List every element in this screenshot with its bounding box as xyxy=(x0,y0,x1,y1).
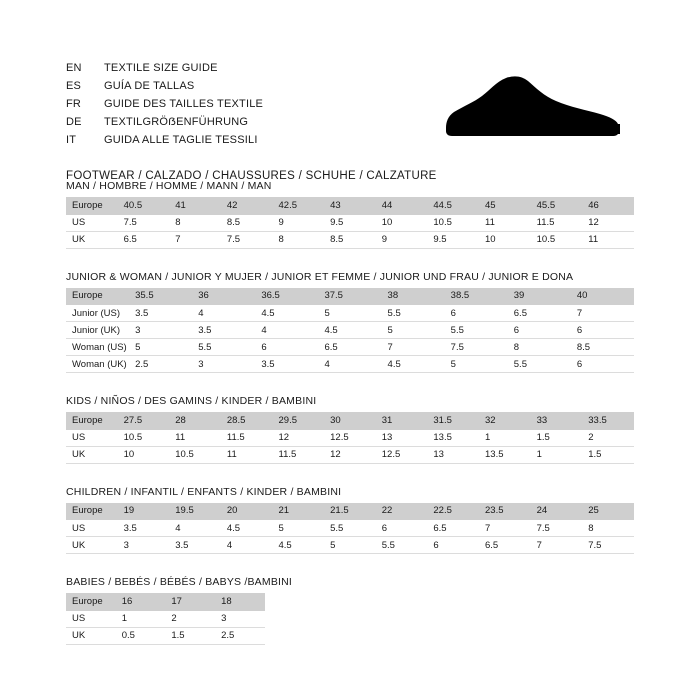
table-row xyxy=(66,305,634,322)
cell: 6.5 xyxy=(508,305,571,322)
row-label: Junior (US) xyxy=(66,305,129,322)
language-title: GUÍA DE TALLAS xyxy=(104,80,195,92)
cell: 36.5 xyxy=(255,288,318,305)
category-title: FOOTWEAR / CALZADO / CHAUSSURES / SCHUHE / CALZATURE xyxy=(66,170,437,182)
cell: 44.5 xyxy=(427,197,479,214)
cell: 8 xyxy=(508,339,571,356)
table-row xyxy=(66,627,265,644)
cell: 13.5 xyxy=(427,429,479,446)
row-label: US xyxy=(66,610,116,627)
cell: 4 xyxy=(169,520,221,537)
cell: 6.5 xyxy=(479,537,531,554)
cell: 21.5 xyxy=(324,503,376,520)
language-title: TEXTILE SIZE GUIDE xyxy=(104,62,218,74)
cell: 28 xyxy=(169,412,221,429)
cell: 8 xyxy=(273,231,325,248)
cell: 3.5 xyxy=(255,356,318,373)
cell: 7.5 xyxy=(582,537,634,554)
cell: 40.5 xyxy=(118,197,170,214)
cell: 0.5 xyxy=(116,627,166,644)
cell: 27.5 xyxy=(118,412,170,429)
language-title: TEXTILGRÖẞENFÜHRUNG xyxy=(104,116,249,128)
cell: 3 xyxy=(118,537,170,554)
size-block-junior-woman xyxy=(66,271,634,374)
table-row xyxy=(66,214,634,231)
cell: 1.5 xyxy=(531,429,583,446)
cell: 45 xyxy=(479,197,531,214)
cell: 2 xyxy=(165,610,215,627)
block-heading: KIDS / NIÑOS / DES GAMINS / KINDER / BAMBINI xyxy=(66,395,317,407)
cell: 5 xyxy=(273,520,325,537)
language-code: EN xyxy=(66,62,82,74)
cell: 4 xyxy=(255,322,318,339)
cell: 31.5 xyxy=(427,412,479,429)
cell: 10.5 xyxy=(427,214,479,231)
cell: 6 xyxy=(571,356,634,373)
cell: 40 xyxy=(571,288,634,305)
table-row xyxy=(66,446,634,463)
row-label: UK xyxy=(66,231,118,248)
cell: 5.5 xyxy=(508,356,571,373)
cell: 21 xyxy=(273,503,325,520)
cell: 6 xyxy=(571,322,634,339)
row-label: Europe xyxy=(66,412,118,429)
size-block-man xyxy=(66,180,634,249)
cell: 32 xyxy=(479,412,531,429)
cell: 4.5 xyxy=(255,305,318,322)
cell: 7 xyxy=(571,305,634,322)
cell: 8.5 xyxy=(221,214,273,231)
cell: 5 xyxy=(382,322,445,339)
size-table xyxy=(66,288,634,374)
cell: 5.5 xyxy=(382,305,445,322)
row-label: US xyxy=(66,520,118,537)
row-label: UK xyxy=(66,446,118,463)
table-row xyxy=(66,520,634,537)
cell: 1.5 xyxy=(582,446,634,463)
cell: 37.5 xyxy=(318,288,381,305)
language-code: FR xyxy=(66,98,82,110)
cell: 6.5 xyxy=(427,520,479,537)
table-row xyxy=(66,593,265,610)
cell: 1.5 xyxy=(165,627,215,644)
cell: 30 xyxy=(324,412,376,429)
size-table xyxy=(66,503,634,555)
document-header xyxy=(66,62,634,182)
cell: 10.5 xyxy=(531,231,583,248)
row-label: UK xyxy=(66,537,118,554)
table-row xyxy=(66,429,634,446)
cell: 17 xyxy=(165,593,215,610)
row-label: UK xyxy=(66,627,116,644)
cell: 4.5 xyxy=(318,322,381,339)
row-label: Woman (US) xyxy=(66,339,129,356)
cell: 10 xyxy=(118,446,170,463)
cell: 9.5 xyxy=(324,214,376,231)
cell: 36 xyxy=(192,288,255,305)
cell: 46 xyxy=(582,197,634,214)
cell: 3 xyxy=(215,610,265,627)
cell: 45.5 xyxy=(531,197,583,214)
language-code: DE xyxy=(66,116,82,128)
cell: 7 xyxy=(382,339,445,356)
cell: 7 xyxy=(479,520,531,537)
cell: 11.5 xyxy=(273,446,325,463)
cell: 11.5 xyxy=(531,214,583,231)
cell: 5 xyxy=(324,537,376,554)
table-row xyxy=(66,288,634,305)
size-table xyxy=(66,412,634,464)
cell: 5.5 xyxy=(324,520,376,537)
table-row xyxy=(66,356,634,373)
block-heading: MAN / HOMBRE / HOMME / MANN / MAN xyxy=(66,180,272,192)
cell: 9.5 xyxy=(427,231,479,248)
cell: 10 xyxy=(479,231,531,248)
cell: 13 xyxy=(376,429,428,446)
cell: 33.5 xyxy=(582,412,634,429)
cell: 5.5 xyxy=(192,339,255,356)
language-code: ES xyxy=(66,80,82,92)
cell: 12 xyxy=(582,214,634,231)
table-row xyxy=(66,412,634,429)
cell: 1 xyxy=(479,429,531,446)
size-block-children xyxy=(66,486,634,555)
cell: 7 xyxy=(531,537,583,554)
cell: 3.5 xyxy=(192,322,255,339)
size-table xyxy=(66,593,265,645)
cell: 12 xyxy=(273,429,325,446)
cell: 1 xyxy=(116,610,166,627)
cell: 11.5 xyxy=(221,429,273,446)
block-heading: BABIES / BEBÉS / BÉBÉS / BABYS /BAMBINI xyxy=(66,576,293,588)
table-row xyxy=(66,503,634,520)
row-label: US xyxy=(66,214,118,231)
row-label: Junior (UK) xyxy=(66,322,129,339)
row-label: Europe xyxy=(66,288,129,305)
cell: 4 xyxy=(221,537,273,554)
cell: 11 xyxy=(479,214,531,231)
cell: 3 xyxy=(192,356,255,373)
cell: 28.5 xyxy=(221,412,273,429)
cell: 8.5 xyxy=(324,231,376,248)
cell: 1 xyxy=(531,446,583,463)
cell: 6 xyxy=(427,537,479,554)
cell: 41 xyxy=(169,197,221,214)
cell: 10 xyxy=(376,214,428,231)
cell: 7 xyxy=(169,231,221,248)
cell: 24 xyxy=(531,503,583,520)
row-label: Europe xyxy=(66,197,118,214)
row-label: Europe xyxy=(66,593,116,610)
cell: 2.5 xyxy=(215,627,265,644)
cell: 42.5 xyxy=(273,197,325,214)
language-title: GUIDA ALLE TAGLIE TESSILI xyxy=(104,134,258,146)
cell: 4.5 xyxy=(221,520,273,537)
cell: 5.5 xyxy=(445,322,508,339)
row-label: Europe xyxy=(66,503,118,520)
cell: 11 xyxy=(169,429,221,446)
size-table xyxy=(66,197,634,249)
cell: 6 xyxy=(376,520,428,537)
cell: 3.5 xyxy=(169,537,221,554)
cell: 8 xyxy=(582,520,634,537)
dress-shoe-icon xyxy=(444,70,624,142)
cell: 11 xyxy=(582,231,634,248)
cell: 12 xyxy=(324,446,376,463)
cell: 9 xyxy=(376,231,428,248)
cell: 4.5 xyxy=(382,356,445,373)
cell: 8.5 xyxy=(571,339,634,356)
cell: 20 xyxy=(221,503,273,520)
cell: 5 xyxy=(445,356,508,373)
cell: 12.5 xyxy=(376,446,428,463)
table-row xyxy=(66,537,634,554)
block-heading: CHILDREN / INFANTIL / ENFANTS / KINDER / BAMBINI xyxy=(66,485,342,498)
cell: 7.5 xyxy=(118,214,170,231)
cell: 19 xyxy=(118,503,170,520)
cell: 38 xyxy=(382,288,445,305)
cell: 18 xyxy=(215,593,265,610)
cell: 7.5 xyxy=(531,520,583,537)
cell: 13.5 xyxy=(479,446,531,463)
cell: 22.5 xyxy=(427,503,479,520)
cell: 7.5 xyxy=(221,231,273,248)
cell: 22 xyxy=(376,503,428,520)
cell: 6.5 xyxy=(118,231,170,248)
cell: 6 xyxy=(255,339,318,356)
cell: 3.5 xyxy=(129,305,192,322)
size-block-babies xyxy=(66,576,634,645)
table-row xyxy=(66,322,634,339)
cell: 3 xyxy=(129,322,192,339)
cell: 5 xyxy=(129,339,192,356)
cell: 5.5 xyxy=(376,537,428,554)
cell: 7.5 xyxy=(445,339,508,356)
cell: 43 xyxy=(324,197,376,214)
language-title: GUIDE DES TAILLES TEXTILE xyxy=(104,98,264,110)
table-row xyxy=(66,197,634,214)
cell: 35.5 xyxy=(129,288,192,305)
cell: 16 xyxy=(116,593,166,610)
table-row xyxy=(66,231,634,248)
cell: 2 xyxy=(582,429,634,446)
row-label: US xyxy=(66,429,118,446)
cell: 23.5 xyxy=(479,503,531,520)
cell: 4 xyxy=(192,305,255,322)
cell: 10.5 xyxy=(169,446,221,463)
cell: 11 xyxy=(221,446,273,463)
cell: 3.5 xyxy=(118,520,170,537)
table-row xyxy=(66,339,634,356)
size-block-kids xyxy=(66,395,634,464)
cell: 5 xyxy=(318,305,381,322)
block-heading: JUNIOR & WOMAN / JUNIOR Y MUJER / JUNIOR ET FEMME / JUNIOR UND FRAU / JUNIOR E DONA xyxy=(66,270,574,283)
language-code: IT xyxy=(66,134,77,146)
cell: 13 xyxy=(427,446,479,463)
cell: 9 xyxy=(273,214,325,231)
cell: 31 xyxy=(376,412,428,429)
cell: 44 xyxy=(376,197,428,214)
cell: 33 xyxy=(531,412,583,429)
cell: 6 xyxy=(445,305,508,322)
cell: 25 xyxy=(582,503,634,520)
cell: 8 xyxy=(169,214,221,231)
cell: 6.5 xyxy=(318,339,381,356)
cell: 10.5 xyxy=(118,429,170,446)
cell: 19.5 xyxy=(169,503,221,520)
row-label: Woman (UK) xyxy=(66,356,129,373)
cell: 2.5 xyxy=(129,356,192,373)
cell: 38.5 xyxy=(445,288,508,305)
cell: 6 xyxy=(508,322,571,339)
cell: 39 xyxy=(508,288,571,305)
table-row xyxy=(66,610,265,627)
cell: 4.5 xyxy=(273,537,325,554)
cell: 29.5 xyxy=(273,412,325,429)
cell: 12.5 xyxy=(324,429,376,446)
cell: 42 xyxy=(221,197,273,214)
cell: 4 xyxy=(318,356,381,373)
